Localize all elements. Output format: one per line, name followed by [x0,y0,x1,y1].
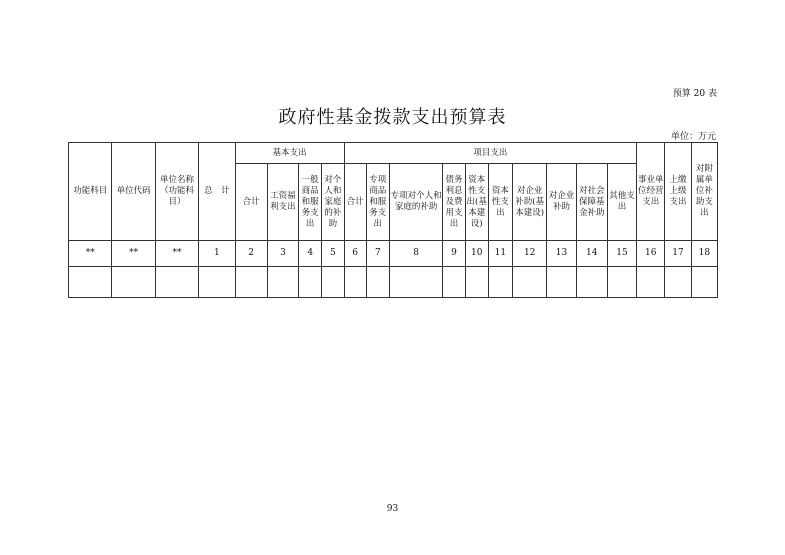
data-cell [465,267,488,298]
header-cell-project-2: 专项对个人和家庭的补助 [389,164,442,241]
index-cell: 12 [513,241,547,267]
index-cell: 8 [389,241,442,267]
index-cell: 15 [607,241,636,267]
data-cell [322,267,344,298]
data-cell [344,267,366,298]
header-cell-basic-3: 对个人和家庭的补助 [322,164,344,241]
data-cell [299,267,322,298]
header-cell-total: 总 计 [199,143,235,241]
index-cell: 4 [299,241,322,267]
budget-table [68,142,718,298]
header-cell-project-9: 其他支出 [607,164,636,241]
header-cell-project-8: 对社会保障基金补助 [576,164,607,241]
index-cell: 2 [235,241,267,267]
data-cell [637,267,665,298]
data-cell [199,267,235,298]
header-cell-unit-name: 单位名称（功能科目） [155,143,198,241]
header-cell-tail-2: 对附属单位补助支出 [691,143,717,241]
header-cell-tail-1: 上缴上级支出 [665,143,691,241]
header-cell-project-3: 债务利息及费用支出 [443,164,465,241]
header-cell-basic-2: 一般商品和服务支出 [299,164,322,241]
index-cell: 11 [488,241,512,267]
data-cell [267,267,298,298]
index-cell: 13 [547,241,576,267]
data-cell [155,267,198,298]
data-cell [366,267,389,298]
data-cell [488,267,512,298]
data-cell [665,267,691,298]
header-cell-basic-0: 合计 [235,164,267,241]
data-cell [691,267,717,298]
table-index-row [69,241,718,267]
header-cell-project-4: 资本性支出(基本建设) [465,164,488,241]
index-cell: ** [155,241,198,267]
header-cell-tail-0: 事业单位经营支出 [637,143,665,241]
index-cell: ** [112,241,155,267]
data-cell [112,267,155,298]
data-cell [443,267,465,298]
index-cell: 7 [366,241,389,267]
data-cell [513,267,547,298]
index-cell: 1 [199,241,235,267]
header-group-project: 项目支出 [344,143,637,164]
index-cell: ** [69,241,112,267]
index-cell: 18 [691,241,717,267]
table-number: 预算 20 表 [672,89,717,99]
header-cell-function: 功能科目 [69,143,112,241]
data-cell [547,267,576,298]
data-cell [607,267,636,298]
index-cell: 16 [637,241,665,267]
data-cell [235,267,267,298]
page-title: 政府性基金拨款支出预算表 [278,107,507,128]
page-number: 93 [386,504,399,514]
table-header-row-1 [69,143,718,164]
header-cell-project-5: 资本性支出 [488,164,512,241]
header-group-basic: 基本支出 [235,143,344,164]
header-cell-project-0: 合计 [344,164,366,241]
index-cell: 14 [576,241,607,267]
header-cell-unit-code: 单位代码 [112,143,155,241]
header-cell-project-1: 专项商品和服务支出 [366,164,389,241]
index-cell: 5 [322,241,344,267]
data-cell [389,267,442,298]
index-cell: 17 [665,241,691,267]
header-cell-basic-1: 工资福利支出 [267,164,298,241]
data-cell [576,267,607,298]
index-cell: 9 [443,241,465,267]
index-cell: 10 [465,241,488,267]
header-cell-project-6: 对企业补助(基本建设) [513,164,547,241]
header-cell-project-7: 对企业补助 [547,164,576,241]
unit-label: 单位：万元 [670,132,716,142]
index-cell: 3 [267,241,298,267]
index-cell: 6 [344,241,366,267]
table-data-row-empty [69,267,718,298]
data-cell [69,267,112,298]
